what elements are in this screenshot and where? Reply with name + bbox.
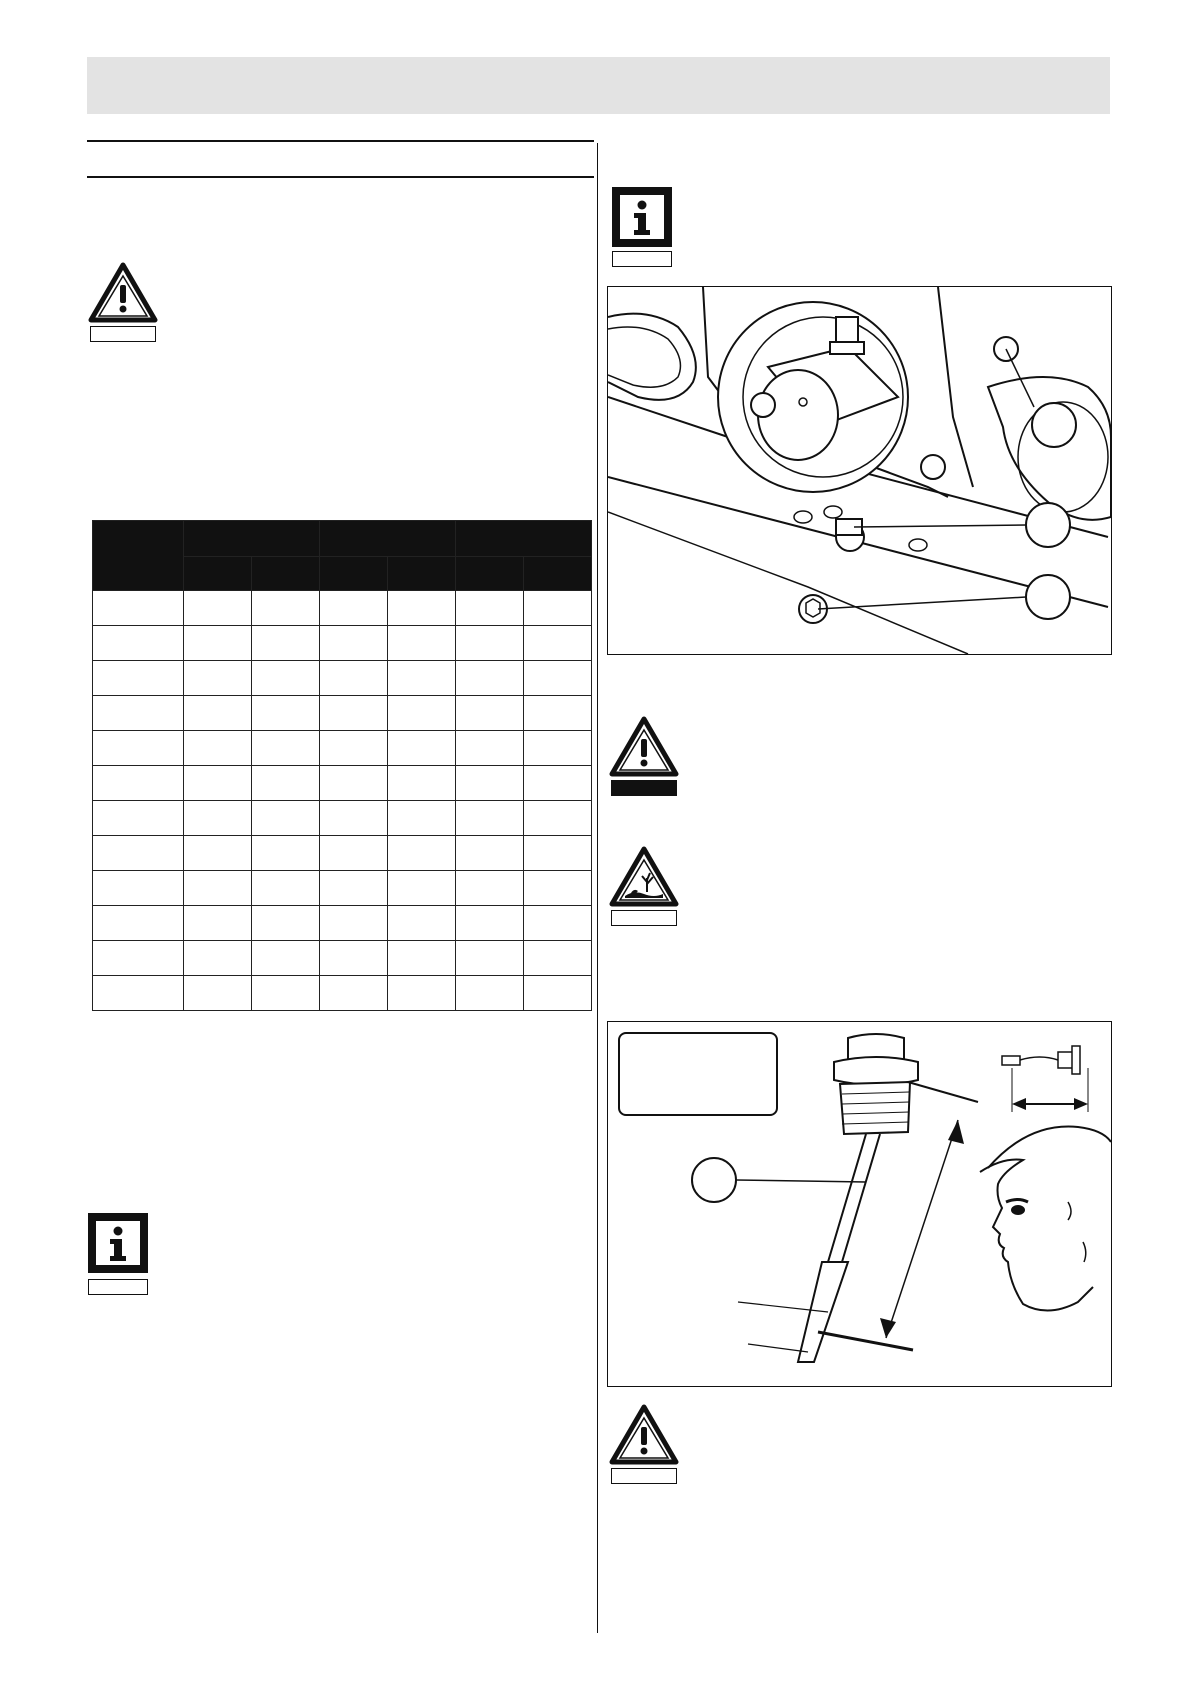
table-cell (320, 906, 388, 941)
page-header-bar (87, 57, 1110, 114)
table-cell (320, 941, 388, 976)
section-top-rule (87, 140, 594, 142)
warning-sign-bottom-label (611, 1468, 677, 1484)
table-cell (388, 626, 456, 661)
table-cell (456, 731, 524, 766)
table-cell (252, 696, 320, 731)
info-icon (612, 187, 672, 247)
warning-sign-bottom (609, 1404, 679, 1486)
table-row (93, 591, 592, 626)
table-cell (320, 661, 388, 696)
table-row (93, 906, 592, 941)
table-cell (524, 661, 592, 696)
table-cell (184, 731, 252, 766)
table-cell (320, 801, 388, 836)
callout-circle (1026, 575, 1070, 619)
table-cell (456, 871, 524, 906)
table-cell (252, 871, 320, 906)
table-cell (184, 836, 252, 871)
table-header-group (184, 521, 320, 557)
table-row (93, 731, 592, 766)
table-cell (524, 871, 592, 906)
table-cell (320, 696, 388, 731)
warning-sign-label (90, 326, 156, 342)
table-subheader (184, 557, 252, 591)
table-row (93, 941, 592, 976)
table-cell (524, 731, 592, 766)
info-sign (88, 1213, 152, 1299)
table-cell (320, 731, 388, 766)
warning-sign (88, 262, 158, 344)
table-cell (93, 801, 184, 836)
table-cell (456, 696, 524, 731)
callout-circle (1026, 503, 1070, 547)
table-cell (388, 941, 456, 976)
table-header-group (320, 521, 456, 557)
table-row (93, 626, 592, 661)
table-subheader (388, 557, 456, 591)
table-cell (252, 801, 320, 836)
table-cell (524, 976, 592, 1011)
danger-sign-label (611, 780, 677, 796)
table-cell (320, 836, 388, 871)
column-divider (597, 143, 598, 1633)
table-cell (456, 976, 524, 1011)
table-cell (524, 696, 592, 731)
table-cell (388, 766, 456, 801)
table-cell (93, 626, 184, 661)
table-cell (456, 661, 524, 696)
table-cell (456, 941, 524, 976)
table-subheader (524, 557, 592, 591)
table-cell (252, 626, 320, 661)
figure-machine-housing (607, 286, 1112, 655)
table-header-corner (93, 521, 184, 591)
table-cell (252, 766, 320, 801)
info-sign-label (612, 251, 672, 267)
table-cell (93, 976, 184, 1011)
table-cell (524, 801, 592, 836)
table-header-group (456, 521, 592, 557)
table-cell (184, 941, 252, 976)
table-cell (388, 661, 456, 696)
table-cell (388, 976, 456, 1011)
table-row (93, 836, 592, 871)
table-cell (93, 836, 184, 871)
data-table (92, 520, 592, 1011)
table-cell (524, 941, 592, 976)
table-cell (252, 591, 320, 626)
table-cell (184, 626, 252, 661)
info-sign-right (612, 187, 676, 273)
table-cell (388, 731, 456, 766)
table-cell (320, 976, 388, 1011)
table-cell (184, 696, 252, 731)
table-row (93, 976, 592, 1011)
table-cell (320, 766, 388, 801)
table-cell (388, 696, 456, 731)
table-cell (456, 766, 524, 801)
table-cell (93, 731, 184, 766)
table-cell (456, 591, 524, 626)
table-cell (93, 696, 184, 731)
table-row (93, 661, 592, 696)
table-row (93, 696, 592, 731)
figure-dipstick (607, 1021, 1112, 1387)
table-cell (252, 731, 320, 766)
table-cell (184, 661, 252, 696)
table-cell (524, 906, 592, 941)
table-cell (184, 766, 252, 801)
info-sign-label (88, 1279, 148, 1295)
table-cell (252, 906, 320, 941)
table-cell (388, 591, 456, 626)
table-cell (93, 766, 184, 801)
table-subheader (252, 557, 320, 591)
table-cell (184, 591, 252, 626)
table-cell (93, 941, 184, 976)
warning-triangle-icon (609, 1404, 679, 1466)
info-icon (88, 1213, 148, 1273)
table-cell (184, 871, 252, 906)
table-row (93, 871, 592, 906)
housing-drawing (608, 287, 1111, 654)
note-box (618, 1032, 778, 1116)
table-cell (320, 871, 388, 906)
table-cell (456, 626, 524, 661)
environment-sign-label (611, 910, 677, 926)
table-cell (252, 661, 320, 696)
table-cell (184, 906, 252, 941)
table-cell (456, 906, 524, 941)
table-cell (456, 801, 524, 836)
table-cell (184, 801, 252, 836)
callout-circle (692, 1158, 736, 1202)
table-cell (252, 976, 320, 1011)
table-cell (320, 591, 388, 626)
warning-triangle-icon (88, 262, 158, 324)
table-subheader (456, 557, 524, 591)
table-subheader (320, 557, 388, 591)
environmental-hazard-icon (609, 846, 679, 908)
section-bottom-rule (87, 176, 594, 178)
table-cell (388, 836, 456, 871)
table-cell (524, 766, 592, 801)
table-cell (184, 976, 252, 1011)
table-cell (388, 801, 456, 836)
table-row (93, 801, 592, 836)
table-cell (388, 871, 456, 906)
table-row (93, 766, 592, 801)
table-cell (524, 836, 592, 871)
table-cell (252, 941, 320, 976)
danger-sign (609, 716, 679, 798)
table-cell (524, 626, 592, 661)
warning-triangle-icon (609, 716, 679, 778)
table-cell (93, 871, 184, 906)
table-cell (524, 591, 592, 626)
table-cell (252, 836, 320, 871)
environment-sign (609, 846, 679, 928)
table-cell (456, 836, 524, 871)
table-cell (388, 906, 456, 941)
callout-circle (1032, 403, 1076, 447)
table-cell (93, 906, 184, 941)
table-cell (93, 661, 184, 696)
table-cell (93, 591, 184, 626)
table-cell (320, 626, 388, 661)
